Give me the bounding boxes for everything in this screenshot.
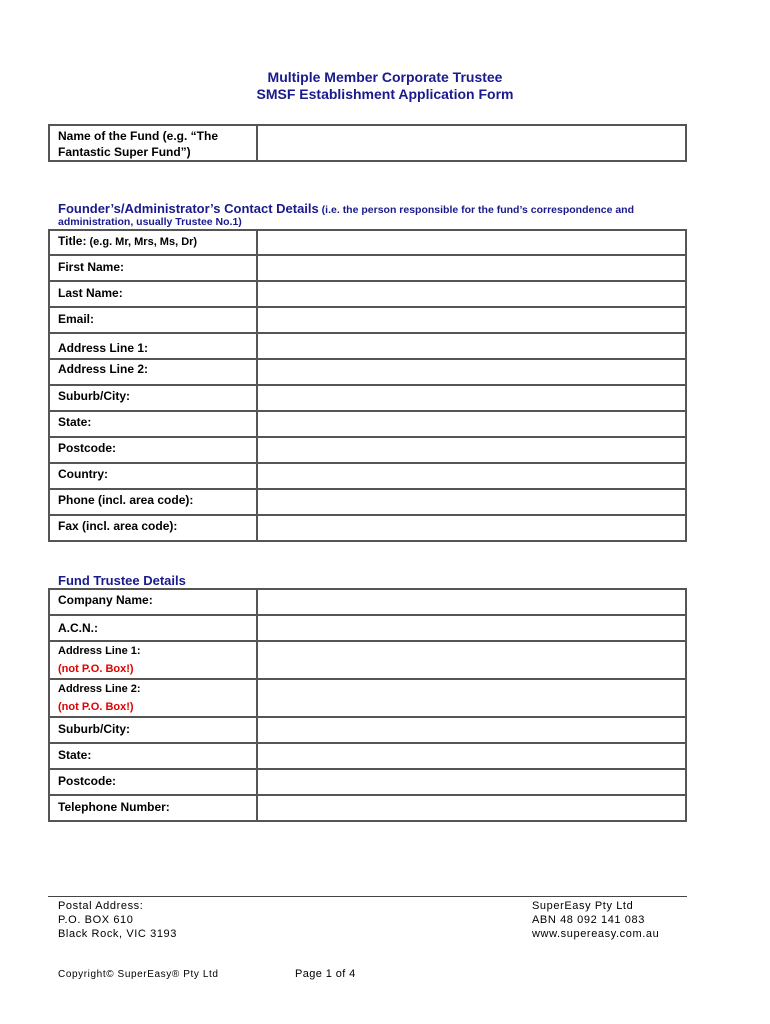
founder-row — [49, 255, 686, 281]
company-name-label: Company Name: — [49, 589, 257, 615]
title-hint: (e.g. Mr, Mrs, Ms, Dr) — [86, 236, 198, 248]
fund-name-cell — [257, 125, 686, 161]
title-label: Title: — [58, 234, 87, 248]
trustee-address2-cell — [257, 679, 686, 717]
suburb-input[interactable] — [258, 386, 685, 410]
company-name-cell — [257, 589, 686, 615]
acn-label: A.C.N.: — [49, 615, 257, 641]
trustee-state-label: State: — [49, 743, 257, 769]
trustee-state-cell — [257, 743, 686, 769]
founder-row — [49, 437, 686, 463]
founder-heading — [58, 201, 634, 216]
founder-heading-text: Founder’s/Administrator’s Contact Details — [58, 201, 319, 216]
page-number: Page 1 of 4 — [295, 968, 356, 980]
trustee-address2-input[interactable] — [258, 680, 685, 716]
postcode-label: Postcode: — [49, 437, 257, 463]
trustee-address2-label: Address Line 2: — [58, 683, 141, 695]
postal-line3: Black Rock, VIC 3193 — [58, 928, 177, 940]
footer-divider — [48, 896, 687, 897]
telephone-input[interactable] — [258, 796, 685, 820]
postcode-input[interactable] — [258, 438, 685, 462]
address1-input[interactable] — [258, 334, 685, 358]
founder-row — [49, 281, 686, 307]
trustee-row — [49, 795, 686, 821]
last-name-cell — [257, 281, 686, 307]
phone-input[interactable] — [258, 490, 685, 514]
country-cell — [257, 463, 686, 489]
address2-label: Address Line 2: — [49, 359, 257, 385]
fund-name-input[interactable] — [258, 126, 685, 160]
trustee-suburb-input[interactable] — [258, 718, 685, 742]
telephone-label: Telephone Number: — [49, 795, 257, 821]
founder-heading-note: (i.e. the person responsible for the fund’s correspondence and — [318, 204, 635, 216]
trustee-row — [49, 615, 686, 641]
founder-row — [49, 411, 686, 437]
fax-input[interactable] — [258, 516, 685, 540]
title-input[interactable] — [258, 231, 685, 254]
address2-input[interactable] — [258, 360, 685, 384]
company-name: SuperEasy Pty Ltd — [532, 900, 634, 912]
fund-name-label-line2: Fantastic Super Fund”) — [58, 145, 191, 159]
first-name-input[interactable] — [258, 256, 685, 280]
title-label-cell — [49, 230, 257, 255]
form-title-line1: Multiple Member Corporate Trustee — [267, 69, 503, 85]
trustee-postcode-label: Postcode: — [49, 769, 257, 795]
address1-cell — [257, 333, 686, 359]
telephone-cell — [257, 795, 686, 821]
state-cell — [257, 411, 686, 437]
fund-name-label-line1: Name of the Fund (e.g. “The — [58, 129, 219, 143]
trustee-row — [49, 769, 686, 795]
address2-cell — [257, 359, 686, 385]
copyright-text: Copyright© SuperEasy® Pty Ltd — [58, 969, 219, 980]
founder-heading-note-line2: administration, usually Trustee No.1) — [58, 216, 242, 228]
first-name-label: First Name: — [49, 255, 257, 281]
trustee-address1-cell — [257, 641, 686, 679]
trustee-suburb-label: Suburb/City: — [49, 717, 257, 743]
company-abn: ABN 48 092 141 083 — [532, 914, 645, 926]
trustee-row — [49, 717, 686, 743]
trustee-state-input[interactable] — [258, 744, 685, 768]
first-name-cell — [257, 255, 686, 281]
last-name-input[interactable] — [258, 282, 685, 306]
acn-cell — [257, 615, 686, 641]
suburb-label: Suburb/City: — [49, 385, 257, 411]
trustee-heading: Fund Trustee Details — [58, 573, 186, 588]
trustee-row — [49, 589, 686, 615]
phone-cell — [257, 489, 686, 515]
trustee-row — [49, 743, 686, 769]
trustee-table — [48, 588, 687, 822]
founder-row — [49, 463, 686, 489]
form-title-line2: SMSF Establishment Application Form — [256, 86, 514, 102]
trustee-address1-label-cell — [49, 641, 257, 679]
founder-row — [49, 515, 686, 541]
email-input[interactable] — [258, 308, 685, 332]
fund-name-table — [48, 124, 687, 162]
postal-line1: Postal Address: — [58, 900, 144, 912]
state-input[interactable] — [258, 412, 685, 436]
trustee-address2-note: (not P.O. Box!) — [58, 701, 134, 713]
country-input[interactable] — [258, 464, 685, 488]
suburb-cell — [257, 385, 686, 411]
postal-line2: P.O. BOX 610 — [58, 914, 134, 926]
trustee-address1-input[interactable] — [258, 642, 685, 678]
trustee-address1-label: Address Line 1: — [58, 645, 141, 657]
company-name-input[interactable] — [258, 590, 685, 614]
trustee-address2-label-cell — [49, 679, 257, 717]
title-cell — [257, 230, 686, 255]
company-block — [532, 899, 659, 941]
company-website: www.supereasy.com.au — [532, 928, 660, 940]
country-label: Country: — [49, 463, 257, 489]
fund-name-label — [49, 125, 257, 161]
state-label: State: — [49, 411, 257, 437]
trustee-row — [49, 641, 686, 679]
email-cell — [257, 307, 686, 333]
postcode-cell — [257, 437, 686, 463]
email-label: Email: — [49, 307, 257, 333]
founder-row — [49, 359, 686, 385]
trustee-postcode-cell — [257, 769, 686, 795]
founder-row-title — [49, 230, 686, 255]
last-name-label: Last Name: — [49, 281, 257, 307]
acn-input[interactable] — [258, 616, 685, 640]
founder-table — [48, 229, 687, 542]
trustee-row — [49, 679, 686, 717]
postal-address-block — [58, 899, 177, 941]
fax-cell — [257, 515, 686, 541]
trustee-suburb-cell — [257, 717, 686, 743]
phone-label: Phone (incl. area code): — [49, 489, 257, 515]
trustee-postcode-input[interactable] — [258, 770, 685, 794]
address1-label: Address Line 1: — [49, 333, 257, 359]
founder-row — [49, 489, 686, 515]
founder-row — [49, 333, 686, 359]
founder-row — [49, 307, 686, 333]
fax-label: Fax (incl. area code): — [49, 515, 257, 541]
trustee-address1-note: (not P.O. Box!) — [58, 663, 134, 675]
founder-row — [49, 385, 686, 411]
